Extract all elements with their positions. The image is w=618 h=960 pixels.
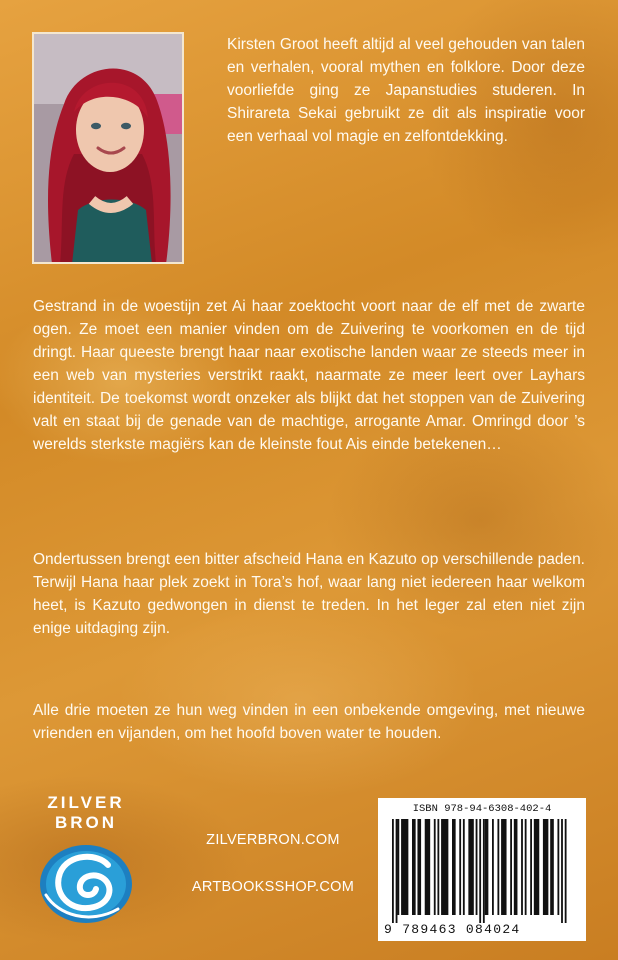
blurb-paragraph-1: Gestrand in de woestijn zet Ai haar zoektocht voort naar de elf met de zwarte ogen. Ze moet een manier vinden om de Zuivering te voorkomen en de tijd dringt. Haar queeste brengt haar naar exotische landen waar ze steeds meer in een web van mysteries verstrikt raakt, naarmate ze meer leert over Layhars identiteit. De toekomst wordt onzeker als blijkt dat het stoppen van de Zuivering valt en staat bij de genade van de machtige, arrogante Amar. Omringd door ’s werelds sterkste magiërs kan de kleinste fout Ais einde betekenen…	[33, 298, 585, 453]
publisher-logo-line1: ZILVER	[47, 793, 125, 812]
barcode-bars	[392, 819, 572, 923]
blurb-paragraph-3: Alle drie moeten ze hun weg vinden in een onbekende omgeving, met nieuwe vrienden en vijanden, om het hoofd boven water te houden.	[33, 702, 585, 742]
shop-website-link[interactable]: ARTBOOKSSHOP.COM	[191, 879, 355, 895]
publisher-logo-line2: BRON	[54, 813, 118, 832]
blurb-paragraph-2: Ondertussen brengt een bitter afscheid Hana en Kazuto op verschillende paden. Terwijl Hana haar plek zoekt in Tora’s hof, waar lang niet iedereen haar welkom heet, is Kazuto gedwongen in dienst te treden. In het leger zal eten niet zijn enige uitdaging zijn.	[33, 551, 585, 637]
author-portrait-image	[34, 34, 182, 262]
author-photo	[32, 32, 184, 264]
swirl-logo-icon	[38, 843, 134, 925]
isbn-barcode	[378, 798, 586, 941]
barcode-digits: 9 789463 084024	[384, 922, 521, 937]
isbn-label: ISBN 978-94-6308-402-4	[412, 803, 552, 815]
publisher-website-link[interactable]: ZILVERBRON.COM	[206, 832, 340, 848]
author-bio: Kirsten Groot heeft altijd al veel gehouden van talen en verhalen, vooral mythen en folklore. Door deze voorliefde ging ze Japanstudies studeren. In Shirareta Sekai gebruikt ze dit als inspiratie voor een verhaal vol magie en zelfontdekking.	[227, 36, 585, 145]
